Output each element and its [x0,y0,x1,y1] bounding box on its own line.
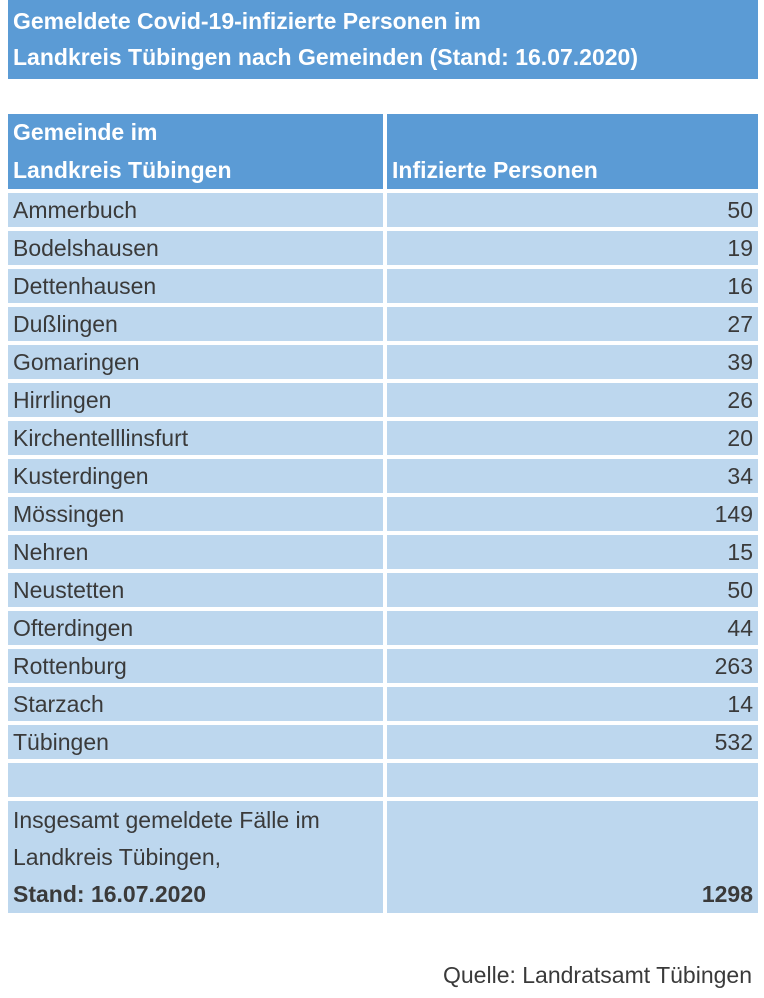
row-municipality: Dußlingen [8,307,383,341]
title-line-2: Landkreis Tübingen nach Gemeinden (Stand: 16.07.2020) [13,44,638,70]
row-municipality: Starzach [8,687,383,721]
row-municipality: Ammerbuch [8,193,383,227]
title-line-1: Gemeldete Covid-19-infizierte Personen im [13,8,481,34]
empty-cell-left [8,763,383,797]
total-label-line-1: Insgesamt gemeldete Fälle im [13,807,320,833]
row-municipality: Rottenburg [8,649,383,683]
row-infected-count: 149 [387,497,758,531]
header-municipality [8,114,383,189]
row-municipality: Kirchentelllinsfurt [8,421,383,455]
row-infected-count: 50 [387,193,758,227]
row-municipality: Tübingen [8,725,383,759]
total-label-line-2: Landkreis Tübingen, [13,844,221,870]
row-infected-count: 16 [387,269,758,303]
row-infected-count: 20 [387,421,758,455]
source-note: Quelle: Landratsamt Tübingen [443,962,752,988]
total-value: 1298 [701,881,753,907]
row-infected-count: 26 [387,383,758,417]
row-municipality: Kusterdingen [8,459,383,493]
row-municipality: Mössingen [8,497,383,531]
cases-table [8,114,758,913]
row-infected-count: 27 [387,307,758,341]
row-municipality: Hirrlingen [8,383,383,417]
header-municipality-line-2: Landkreis Tübingen [13,157,232,183]
empty-cell-right [387,763,758,797]
row-municipality: Neustetten [8,573,383,607]
row-infected-count: 34 [387,459,758,493]
row-municipality: Gomaringen [8,345,383,379]
total-label-line-3: Stand: 16.07.2020 [13,881,207,907]
row-infected-count: 532 [387,725,758,759]
row-infected-count: 39 [387,345,758,379]
page-title [8,0,758,79]
row-municipality: Dettenhausen [8,269,383,303]
row-infected-count: 14 [387,687,758,721]
header-infected [387,114,758,189]
row-infected-count: 50 [387,573,758,607]
row-infected-count: 263 [387,649,758,683]
row-infected-count: 44 [387,611,758,645]
row-infected-count: 15 [387,535,758,569]
row-infected-count: 19 [387,231,758,265]
header-infected-label: Infizierte Personen [392,157,598,183]
total-label [8,801,383,913]
total-value-cell [387,801,758,913]
row-municipality: Ofterdingen [8,611,383,645]
row-municipality: Bodelshausen [8,231,383,265]
header-municipality-line-1: Gemeinde im [13,119,158,145]
row-municipality: Nehren [8,535,383,569]
